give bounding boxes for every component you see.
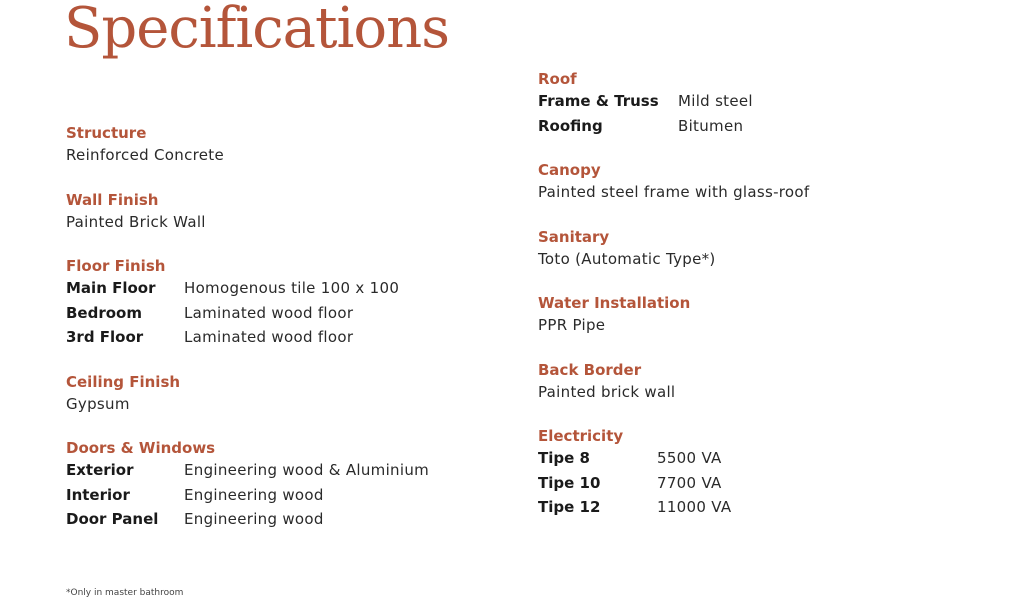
canopy-heading: Canopy — [538, 161, 601, 179]
ceiling-finish-heading: Ceiling Finish — [66, 372, 181, 391]
water-installation-value: PPR Pipe — [538, 316, 606, 334]
spec-label: Roofing — [538, 116, 603, 135]
spec-row — [538, 471, 978, 496]
spec-row — [538, 89, 978, 114]
spec-value: Bitumen — [678, 116, 744, 135]
spec-value: 5500 VA — [657, 449, 722, 467]
canopy-section — [538, 160, 978, 205]
wall-finish-section — [66, 190, 506, 235]
ceiling-finish-section — [66, 372, 506, 417]
back-border-value: Painted brick wall — [538, 382, 676, 401]
wall-finish-value: Painted Brick Wall — [66, 212, 206, 231]
spec-value: Engineering wood — [184, 510, 324, 528]
back-border-heading: Back Border — [538, 360, 642, 379]
doors-windows-section — [66, 438, 506, 532]
spec-row — [66, 507, 506, 532]
spec-label: Frame & Truss — [538, 92, 659, 110]
spec-row — [538, 495, 978, 520]
floor-finish-heading: Floor Finish — [66, 257, 166, 275]
canopy-value: Painted steel frame with glass-roof — [538, 183, 810, 201]
ceiling-finish-value: Gypsum — [66, 394, 130, 413]
spec-row — [66, 325, 506, 350]
structure-section — [66, 123, 506, 168]
spec-value: Laminated wood floor — [184, 303, 354, 322]
sanitary-heading: Sanitary — [538, 227, 610, 246]
spec-row — [66, 483, 506, 508]
back-border-section — [538, 360, 978, 405]
spec-value: Engineering wood — [184, 485, 324, 504]
spec-row — [66, 301, 506, 326]
structure-heading: Structure — [66, 124, 147, 142]
structure-value: Reinforced Concrete — [66, 146, 224, 164]
page-title: Specifications — [64, 0, 449, 61]
spec-label: Tipe 10 — [538, 473, 601, 492]
spec-value: Homogenous tile 100 x 100 — [184, 279, 400, 297]
wall-finish-heading: Wall Finish — [66, 190, 159, 209]
doors-windows-heading: Doors & Windows — [66, 439, 216, 457]
floor-finish-section — [66, 256, 506, 350]
spec-row — [538, 446, 978, 471]
spec-value: 11000 VA — [657, 498, 732, 516]
spec-value: Mild steel — [678, 92, 753, 110]
roof-heading: Roof — [538, 70, 577, 88]
specs-left-column — [66, 123, 506, 554]
water-installation-heading: Water Installation — [538, 294, 691, 312]
spec-value: Engineering wood & Aluminium — [184, 461, 430, 479]
spec-value: Laminated wood floor — [184, 328, 354, 346]
spec-label: Exterior — [66, 461, 134, 479]
spec-label: 3rd Floor — [66, 328, 144, 346]
sanitary-value: Toto (Automatic Type*) — [538, 249, 716, 268]
sanitary-section — [538, 227, 978, 272]
spec-label: Main Floor — [66, 279, 156, 297]
spec-label: Door Panel — [66, 510, 159, 528]
spec-row — [66, 276, 506, 301]
spec-row — [66, 458, 506, 483]
specs-right-column — [538, 69, 978, 542]
spec-label: Interior — [66, 485, 130, 504]
spec-label: Tipe 12 — [538, 498, 601, 516]
spec-label: Tipe 8 — [538, 449, 590, 467]
electricity-section — [538, 426, 978, 520]
roof-section — [538, 69, 978, 138]
electricity-heading: Electricity — [538, 427, 624, 445]
spec-label: Bedroom — [66, 303, 142, 322]
spec-value: 7700 VA — [657, 473, 722, 492]
water-installation-section — [538, 293, 978, 338]
footnote: *Only in master bathroom — [66, 588, 184, 598]
spec-row — [538, 114, 978, 139]
